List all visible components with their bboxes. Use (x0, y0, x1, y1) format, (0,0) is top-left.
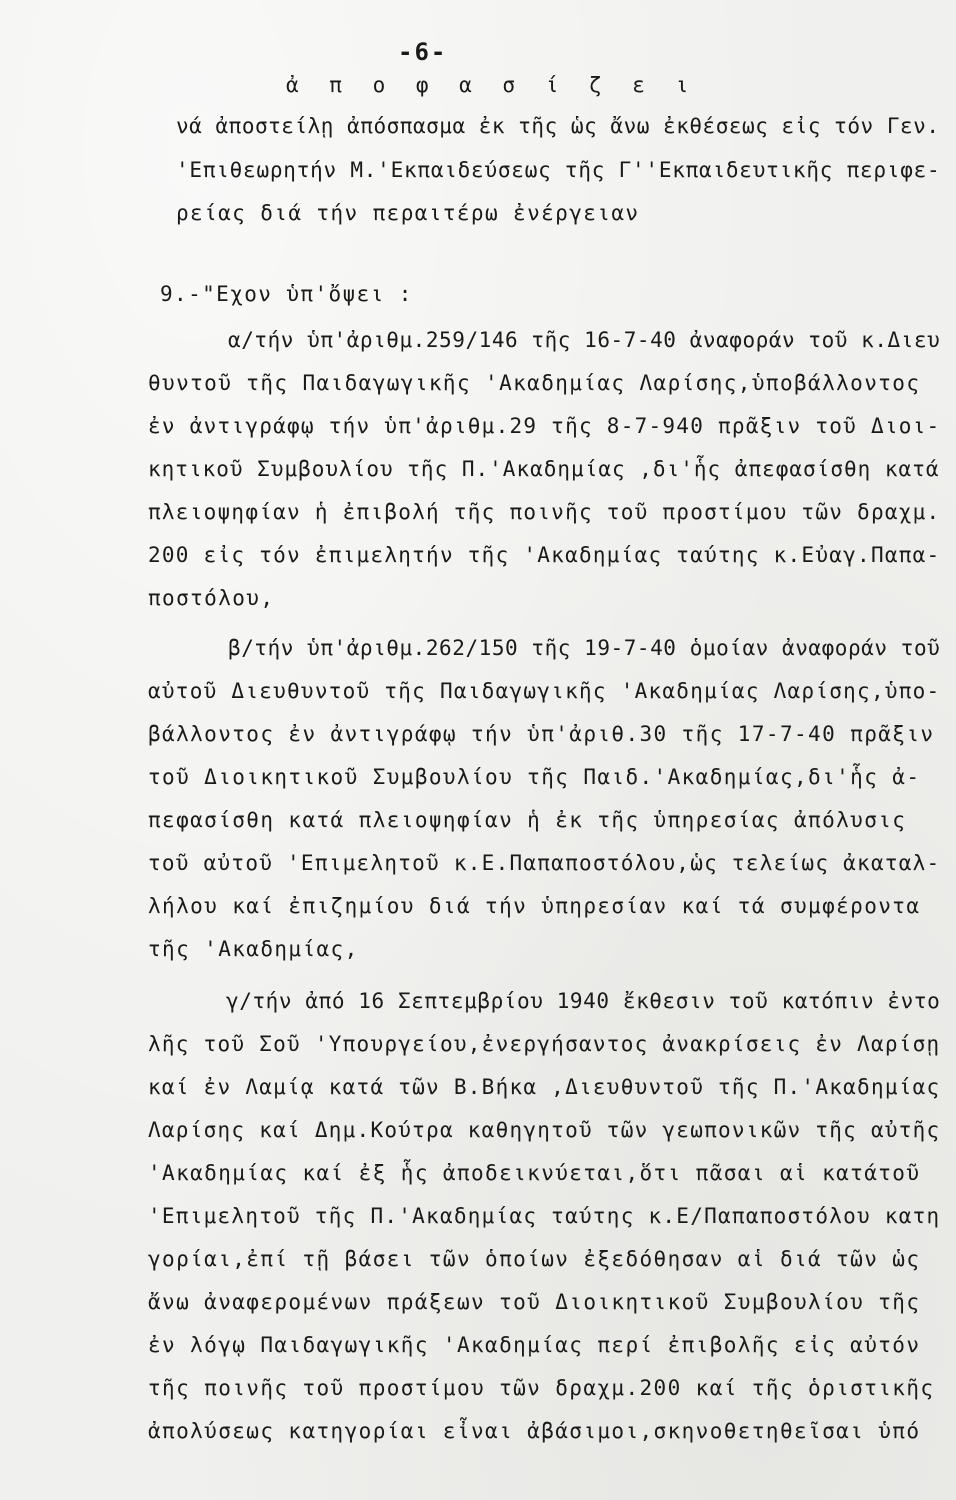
text-line: ἄνω ἀναφερομένων πράξεων τοῦ Διοικητικοῦ Συμβουλίου τῆς (148, 1290, 921, 1314)
text-line: τῆς ποινῆς τοῦ προστίμου τῶν δραχμ.200 καί τῆς ὁριστικῆς (148, 1376, 935, 1400)
text-line: ποστόλου, (148, 586, 275, 610)
text-line: 'Επιμελητοῦ τῆς Π.'Ακαδημίας ταύτης κ.Ε/Παπαποστόλου κατη (148, 1204, 941, 1228)
page-number: -6- (398, 38, 448, 66)
text-line: τοῦ Διοικητικοῦ Συμβουλίου τῆς Παιδ.'Ακαδημίας,δι'ἧς ἀ- (148, 765, 921, 789)
text-line: β/τήν ὑπ'ἀριθμ.262/150 τῆς 19-7-40 ὁμοίαν ἀναφοράν τοῦ (228, 636, 941, 660)
text-line: α/τήν ὑπ'ἀριθμ.259/146 τῆς 16-7-40 ἀναφοράν τοῦ κ.Διευ (228, 328, 941, 352)
text-line: Λαρίσης καί Δημ.Κούτρα καθηγητοῦ τῶν γεωπονικῶν τῆς αὐτῆς (148, 1118, 941, 1142)
text-line: λήλου καί ἐπιζημίου διά τήν ὑπηρεσίαν καί τά συμφέροντα (148, 894, 921, 918)
text-line: ἐν λόγῳ Παιδαγωγικῆς 'Ακαδημίας περί ἐπιβολῆς εἰς αὐτόν (148, 1333, 921, 1357)
text-line: γορίαι,ἐπί τῇ βάσει τῶν ὁποίων ἐξεδόθησαν αἱ διά τῶν ὡς (148, 1247, 921, 1271)
text-line: 'Επιθεωρητήν Μ.'Εκπαιδεύσεως τῆς Γ''Εκπαιδευτικῆς περιφε- (176, 158, 941, 182)
text-line: θυντοῦ τῆς Παιδαγωγικῆς 'Ακαδημίας Λαρίσης,ὑποβάλλοντος (148, 371, 921, 395)
text-line: πεφασίσθη κατά πλειοψηφίαν ἡ ἐκ τῆς ὑπηρεσίας ἀπόλυσις (148, 808, 907, 832)
text-line: αὐτοῦ Διευθυντοῦ τῆς Παιδαγωγικῆς 'Ακαδημίας Λαρίσης,ὑπο- (148, 679, 941, 703)
text-line: ἐν ἀντιγράφῳ τήν ὑπ'ἀριθμ.29 τῆς 8-7-940 πρᾶξιν τοῦ Διοι- (148, 414, 941, 438)
text-line: 'Ακαδημίας καί ἐξ ἧς ἀποδεικνύεται,ὅτι πᾶσαι αἱ κατάτοῦ (148, 1161, 921, 1185)
decision-heading: ἀ π ο φ α σ ί ζ ε ι (286, 73, 698, 97)
text-line: καί ἐν Λαμίᾳ κατά τῶν Β.Βήκα ,Διευθυντοῦ τῆς Π.'Ακαδημίας (148, 1075, 941, 1099)
text-line: γ/τήν ἀπό 16 Σεπτεμβρίου 1940 ἔκθεσιν τοῦ κατόπιν ἐντο (226, 989, 941, 1013)
text-line: λῆς τοῦ Σοῦ 'Υπουργείου,ἐνεργήσαντος ἀνακρίσεις ἐν Λαρίσῃ (148, 1032, 941, 1056)
text-line: νά ἀποστείλῃ ἀπόσπασμα ἐκ τῆς ὡς ἄνω ἐκθέσεως εἰς τόν Γεν. (176, 114, 940, 138)
text-line: τῆς 'Ακαδημίας, (148, 937, 359, 961)
section-heading: 9.-"Εχον ὑπ'ὄψει : (160, 282, 413, 306)
text-line: πλειοψηφίαν ἡ ἐπιβολή τῆς ποινῆς τοῦ προστίμου τῶν δραχμ. (148, 500, 941, 524)
text-line: τοῦ αὐτοῦ 'Επιμελητοῦ κ.Ε.Παπαποστόλου,ὡς τελείως ἀκαταλ- (148, 851, 941, 875)
text-line: κητικοῦ Συμβουλίου τῆς Π.'Ακαδημίας ,δι'ἧς ἀπεφασίσθη κατά (148, 457, 940, 481)
text-line: ρείας διά τήν περαιτέρω ἐνέργειαν (176, 201, 640, 225)
text-line: ἀπολύσεως κατηγορίαι εἶναι ἀβάσιμοι,σκηνοθετηθεῖσαι ὑπό (148, 1419, 921, 1443)
text-line: 200 εἰς τόν ἐπιμελητήν τῆς 'Ακαδημίας ταύτης κ.Εὐαγ.Παπα- (148, 543, 941, 567)
text-line: βάλλοντος ἐν ἀντιγράφῳ τήν ὑπ'ἀριθ.30 τῆς 17-7-40 πρᾶξιν (148, 722, 935, 746)
